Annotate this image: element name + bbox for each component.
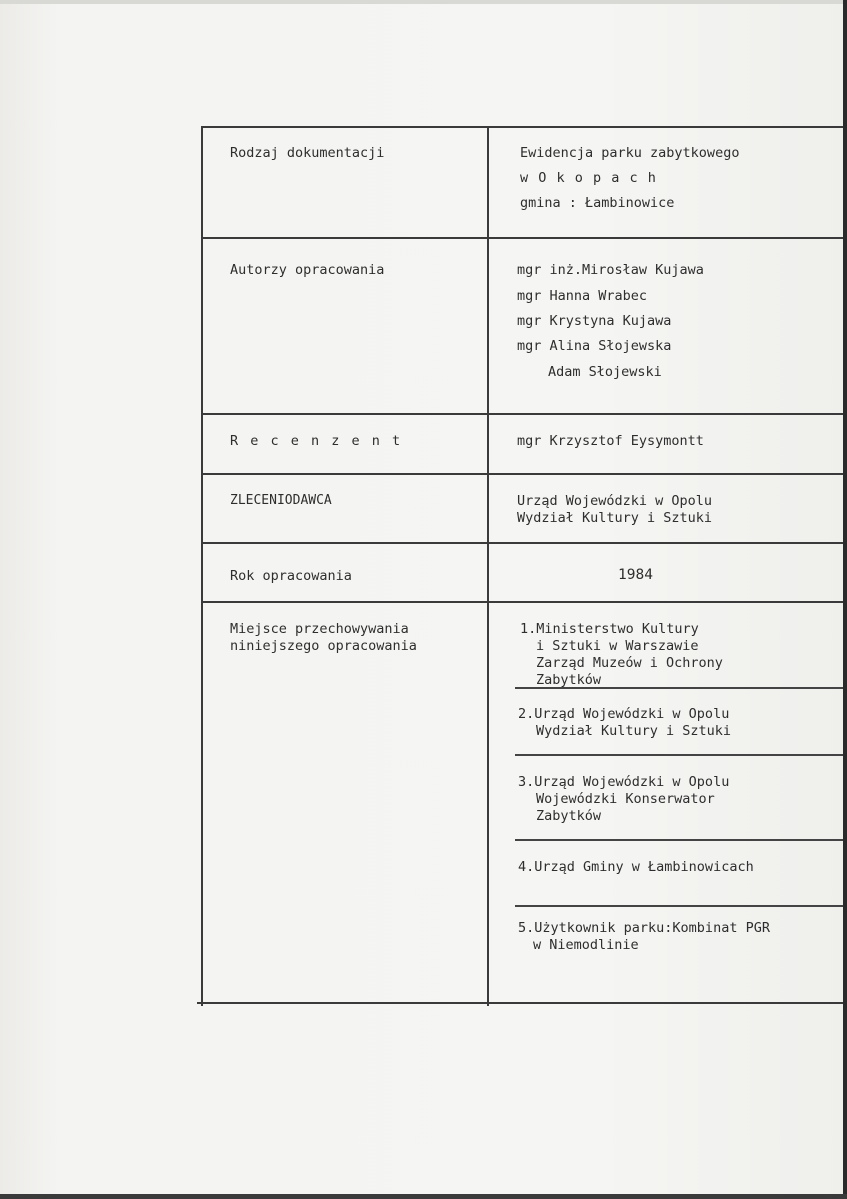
location-entry: 2.Urząd Wojewódzki w Opolu — [518, 706, 730, 722]
label-documentation-type: Rodzaj dokumentacji — [230, 145, 385, 161]
location-entry: Wojewódzki Konserwator — [536, 791, 715, 807]
label-storage-place: Miejsce przechowywania — [230, 621, 409, 637]
value-year: 1984 — [618, 567, 653, 583]
page-edge-bottom — [0, 1194, 847, 1199]
value-documentation-title: Ewidencja parku zabytkowego — [520, 145, 740, 161]
row-divider — [201, 473, 843, 475]
label-reviewer: R e c e n z e n t — [230, 433, 403, 449]
label-year: Rok opracowania — [230, 568, 352, 584]
location-entry: 1.Ministerstwo Kultury — [520, 621, 699, 637]
value-reviewer: mgr Krzysztof Eysymontt — [517, 433, 704, 449]
location-entry: Zabytków — [536, 672, 602, 688]
author-name: mgr Hanna Wrabec — [517, 288, 648, 304]
location-entry: i Sztuki w Warszawie — [536, 638, 699, 654]
row-divider — [201, 601, 843, 603]
value-client-line: Urząd Wojewódzki w Opolu — [517, 493, 713, 509]
row-divider — [201, 413, 843, 415]
value-location-line: w O k o p a c h — [520, 170, 657, 186]
location-divider — [515, 839, 843, 841]
row-divider — [201, 542, 843, 544]
table-column-divider — [487, 126, 489, 1006]
location-divider — [515, 905, 843, 907]
location-entry: 4.Urząd Gminy w Łambinowicach — [518, 859, 754, 875]
location-entry: 3.Urząd Wojewódzki w Opolu — [518, 774, 730, 790]
author-name: mgr Krystyna Kujawa — [517, 313, 672, 329]
value-commune: gmina : Łambinowice — [520, 195, 675, 211]
author-name: mgr inż.Mirosław Kujawa — [517, 262, 704, 278]
table-bottom-border — [197, 1002, 843, 1004]
location-entry: w Niemodlinie — [533, 937, 639, 953]
page-edge-top — [0, 0, 847, 4]
label-authors: Autorzy opracowania — [230, 262, 385, 278]
location-entry: Zabytków — [536, 808, 602, 824]
author-name: Adam Słojewski — [548, 364, 662, 380]
row-divider — [201, 237, 843, 239]
location-entry: 5.Użytkownik parku:Kombinat PGR — [518, 920, 770, 936]
table-top-border — [201, 126, 843, 128]
location-entry: Zarząd Muzeów i Ochrony — [536, 655, 723, 671]
author-name: mgr Alina Słojewska — [517, 338, 672, 354]
location-entry: Wydział Kultury i Sztuki — [536, 723, 732, 739]
value-client-line: Wydział Kultury i Sztuki — [517, 510, 713, 526]
label-client: ZLECENIODAWCA — [230, 493, 332, 508]
page-edge-right — [843, 0, 847, 1199]
location-divider — [515, 754, 843, 756]
table-left-border — [201, 126, 203, 1006]
label-storage-place: niniejszego opracowania — [230, 638, 417, 654]
